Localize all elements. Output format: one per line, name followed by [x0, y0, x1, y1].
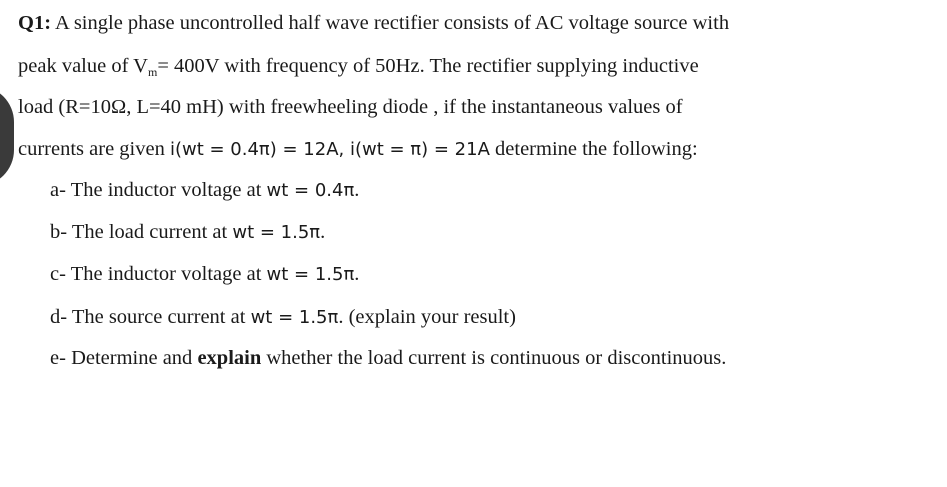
part-d: d- The source current at wt = 1.5π. (explain your result)	[50, 306, 516, 328]
part-b: b- The load current at wt = 1.5π.	[50, 221, 326, 243]
question-line-4: currents are given i(wt = 0.4π) = 12A, i(wt = π) = 21A determine the following:	[18, 138, 698, 160]
question-label: Q1:	[18, 12, 52, 34]
given-currents-equation: i(wt = 0.4π) = 12A, i(wt = π) = 21A	[169, 139, 490, 160]
part-a: a- The inductor voltage at wt = 0.4π.	[50, 179, 360, 201]
question-line-3: load (R=10Ω, L=40 mH) with freewheeling diode , if the instantaneous values of	[18, 96, 683, 118]
question-line-2: peak value of $V_m= 400V$ with frequency of 50Hz. The rectifier supplying inductive	[18, 55, 699, 79]
question-line-1: Q1: A single phase uncontrolled half wave rectifier consists of AC voltage source with	[18, 12, 730, 34]
part-e: e- Determine and explain whether the load current is continuous or discontinuous.	[50, 347, 727, 369]
part-c: c- The inductor voltage at wt = 1.5π.	[50, 263, 360, 285]
